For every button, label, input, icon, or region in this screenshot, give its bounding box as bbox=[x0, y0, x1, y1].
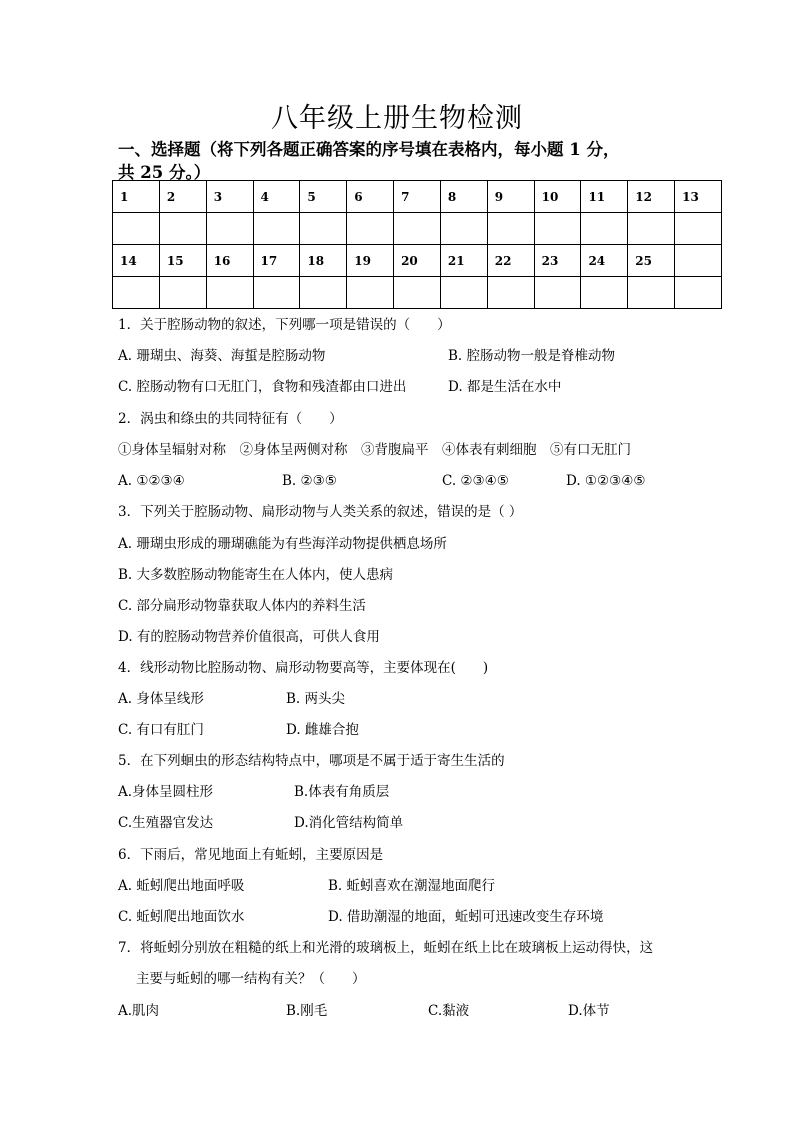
question-2-option-b[interactable]: B. ②③⑤ bbox=[282, 473, 337, 489]
question-2-option-d[interactable]: D. ①②③④⑤ bbox=[566, 473, 646, 489]
section-heading-line1: 一、选择题（将下列各题正确答案的序号填在表格内，每小题 1 分， bbox=[118, 140, 620, 159]
answer-cell[interactable] bbox=[628, 277, 675, 309]
question-5-option-a[interactable]: A.身体呈圆柱形 bbox=[118, 784, 214, 800]
answer-cell[interactable] bbox=[487, 277, 534, 309]
answer-cell[interactable] bbox=[628, 213, 675, 245]
question-4-stem: 4．线形动物比腔肠动物、扁形动物要高等，主要体现在( ) bbox=[118, 660, 489, 676]
question-number-cell: 11 bbox=[581, 181, 628, 213]
question-4-option-d[interactable]: D. 雌雄合抱 bbox=[286, 722, 359, 738]
question-2-stem: 2．涡虫和绦虫的共同特征有（ ） bbox=[118, 411, 343, 427]
answer-cell[interactable] bbox=[534, 213, 581, 245]
question-6-option-c[interactable]: C. 蚯蚓爬出地面饮水 bbox=[118, 909, 245, 925]
question-3-stem: 3．下列关于腔肠动物、扁形动物与人类关系的叙述，错误的是（ ） bbox=[118, 504, 523, 520]
question-number-cell: 5 bbox=[300, 181, 347, 213]
question-6-stem: 6．下雨后，常见地面上有蚯蚓，主要原因是 bbox=[118, 847, 384, 863]
question-7-stem-line1: 7．将蚯蚓分别放在粗糙的纸上和光滑的玻璃板上，蚯蚓在纸上比在玻璃板上运动得快，这 bbox=[118, 940, 654, 956]
answer-number-row bbox=[113, 245, 722, 277]
answer-number-row bbox=[113, 181, 722, 213]
question-1-option-a[interactable]: A. 珊瑚虫、海葵、海蜇是腔肠动物 bbox=[118, 348, 326, 364]
question-1-option-c[interactable]: C. 腔肠动物有口无肛门，食物和残渣都由口进出 bbox=[118, 379, 407, 395]
answer-cell[interactable] bbox=[440, 277, 487, 309]
question-number-cell: 18 bbox=[300, 245, 347, 277]
answer-cell[interactable] bbox=[487, 213, 534, 245]
answer-cell[interactable] bbox=[113, 213, 160, 245]
question-number-cell: 13 bbox=[675, 181, 722, 213]
question-6-option-b[interactable]: B. 蚯蚓喜欢在潮湿地面爬行 bbox=[328, 878, 496, 894]
answer-cell[interactable] bbox=[253, 213, 300, 245]
answer-cell[interactable] bbox=[113, 277, 160, 309]
question-2-option-a[interactable]: A. ①②③④ bbox=[118, 473, 185, 489]
question-6-option-d[interactable]: D. 借助潮湿的地面，蚯蚓可迅速改变生存环境 bbox=[328, 909, 604, 925]
question-number-cell: 19 bbox=[347, 245, 394, 277]
question-number-cell: 1 bbox=[113, 181, 160, 213]
question-5-option-b[interactable]: B.体表有角质层 bbox=[294, 784, 390, 800]
answer-cell[interactable] bbox=[675, 213, 722, 245]
answer-input-row bbox=[113, 277, 722, 309]
question-3-option-b[interactable]: B. 大多数腔肠动物能寄生在人体内，使人患病 bbox=[118, 567, 394, 583]
question-7-option-b[interactable]: B.刚毛 bbox=[286, 1003, 328, 1019]
question-number-cell: 21 bbox=[440, 245, 487, 277]
answer-cell[interactable] bbox=[581, 213, 628, 245]
question-1-option-b[interactable]: B. 腔肠动物一般是脊椎动物 bbox=[448, 348, 616, 364]
question-7-option-a[interactable]: A.肌肉 bbox=[118, 1003, 160, 1019]
question-number-cell: 6 bbox=[347, 181, 394, 213]
section-heading-line2: 共 25 分。） bbox=[118, 163, 211, 182]
answer-cell[interactable] bbox=[253, 277, 300, 309]
answer-cell[interactable] bbox=[300, 277, 347, 309]
question-number-cell: 12 bbox=[628, 181, 675, 213]
question-number-cell: 23 bbox=[534, 245, 581, 277]
question-7-stem-line2: 主要与蚯蚓的哪一结构有关？（ ） bbox=[136, 971, 366, 987]
question-number-cell: 16 bbox=[206, 245, 253, 277]
question-3-option-d[interactable]: D. 有的腔肠动物营养价值很高，可供人食用 bbox=[118, 629, 380, 645]
question-number-cell: 8 bbox=[440, 181, 487, 213]
answer-cell[interactable] bbox=[394, 277, 441, 309]
question-7-option-d[interactable]: D.体节 bbox=[568, 1003, 610, 1019]
answer-cell[interactable] bbox=[440, 213, 487, 245]
page-title: 八年级上册生物检测 bbox=[271, 103, 523, 134]
question-1-stem: 1．关于腔肠动物的叙述，下列哪一项是错误的（ ） bbox=[118, 317, 451, 333]
question-number-cell: 4 bbox=[253, 181, 300, 213]
answer-cell[interactable] bbox=[347, 277, 394, 309]
question-5-stem: 5．在下列蛔虫的形态结构特点中，哪项是不属于适于寄生生活的 bbox=[118, 753, 505, 769]
question-number-cell: 25 bbox=[628, 245, 675, 277]
question-5-option-d[interactable]: D.消化管结构简单 bbox=[294, 815, 404, 831]
answer-cell[interactable] bbox=[159, 213, 206, 245]
question-number-cell: 17 bbox=[253, 245, 300, 277]
question-number-cell: 2 bbox=[159, 181, 206, 213]
answer-cell[interactable] bbox=[581, 277, 628, 309]
question-3-option-c[interactable]: C. 部分扁形动物靠获取人体内的养料生活 bbox=[118, 598, 366, 614]
question-4-option-b[interactable]: B. 两头尖 bbox=[286, 691, 346, 707]
answer-cell[interactable] bbox=[206, 213, 253, 245]
question-number-cell: 22 bbox=[487, 245, 534, 277]
question-number-cell: 7 bbox=[394, 181, 441, 213]
answer-cell[interactable] bbox=[534, 277, 581, 309]
answer-cell[interactable] bbox=[675, 277, 722, 309]
question-2-features: ①身体呈辐射对称 ②身体呈两侧对称 ③背腹扁平 ④体表有刺细胞 ⑤有口无肛门 bbox=[118, 442, 631, 458]
question-number-cell: 3 bbox=[206, 181, 253, 213]
question-number-cell: 15 bbox=[159, 245, 206, 277]
answer-input-row bbox=[113, 213, 722, 245]
answer-cell[interactable] bbox=[300, 213, 347, 245]
question-7-option-c[interactable]: C.黏液 bbox=[428, 1003, 470, 1019]
answer-table bbox=[112, 180, 722, 309]
question-number-cell: 20 bbox=[394, 245, 441, 277]
question-number-cell bbox=[675, 245, 722, 277]
question-4-option-c[interactable]: C. 有口有肛门 bbox=[118, 722, 204, 738]
question-number-cell: 24 bbox=[581, 245, 628, 277]
answer-cell[interactable] bbox=[394, 213, 441, 245]
question-4-option-a[interactable]: A. 身体呈线形 bbox=[118, 691, 204, 707]
answer-cell[interactable] bbox=[206, 277, 253, 309]
question-1-option-d[interactable]: D. 都是生活在水中 bbox=[448, 379, 562, 395]
question-6-option-a[interactable]: A. 蚯蚓爬出地面呼吸 bbox=[118, 878, 245, 894]
answer-cell[interactable] bbox=[159, 277, 206, 309]
answer-cell[interactable] bbox=[347, 213, 394, 245]
question-number-cell: 9 bbox=[487, 181, 534, 213]
question-5-option-c[interactable]: C.生殖器官发达 bbox=[118, 815, 214, 831]
question-3-option-a[interactable]: A. 珊瑚虫形成的珊瑚礁能为有些海洋动物提供栖息场所 bbox=[118, 536, 447, 552]
question-number-cell: 10 bbox=[534, 181, 581, 213]
question-number-cell: 14 bbox=[113, 245, 160, 277]
question-2-option-c[interactable]: C. ②③④⑤ bbox=[442, 473, 509, 489]
section-heading bbox=[118, 138, 708, 184]
